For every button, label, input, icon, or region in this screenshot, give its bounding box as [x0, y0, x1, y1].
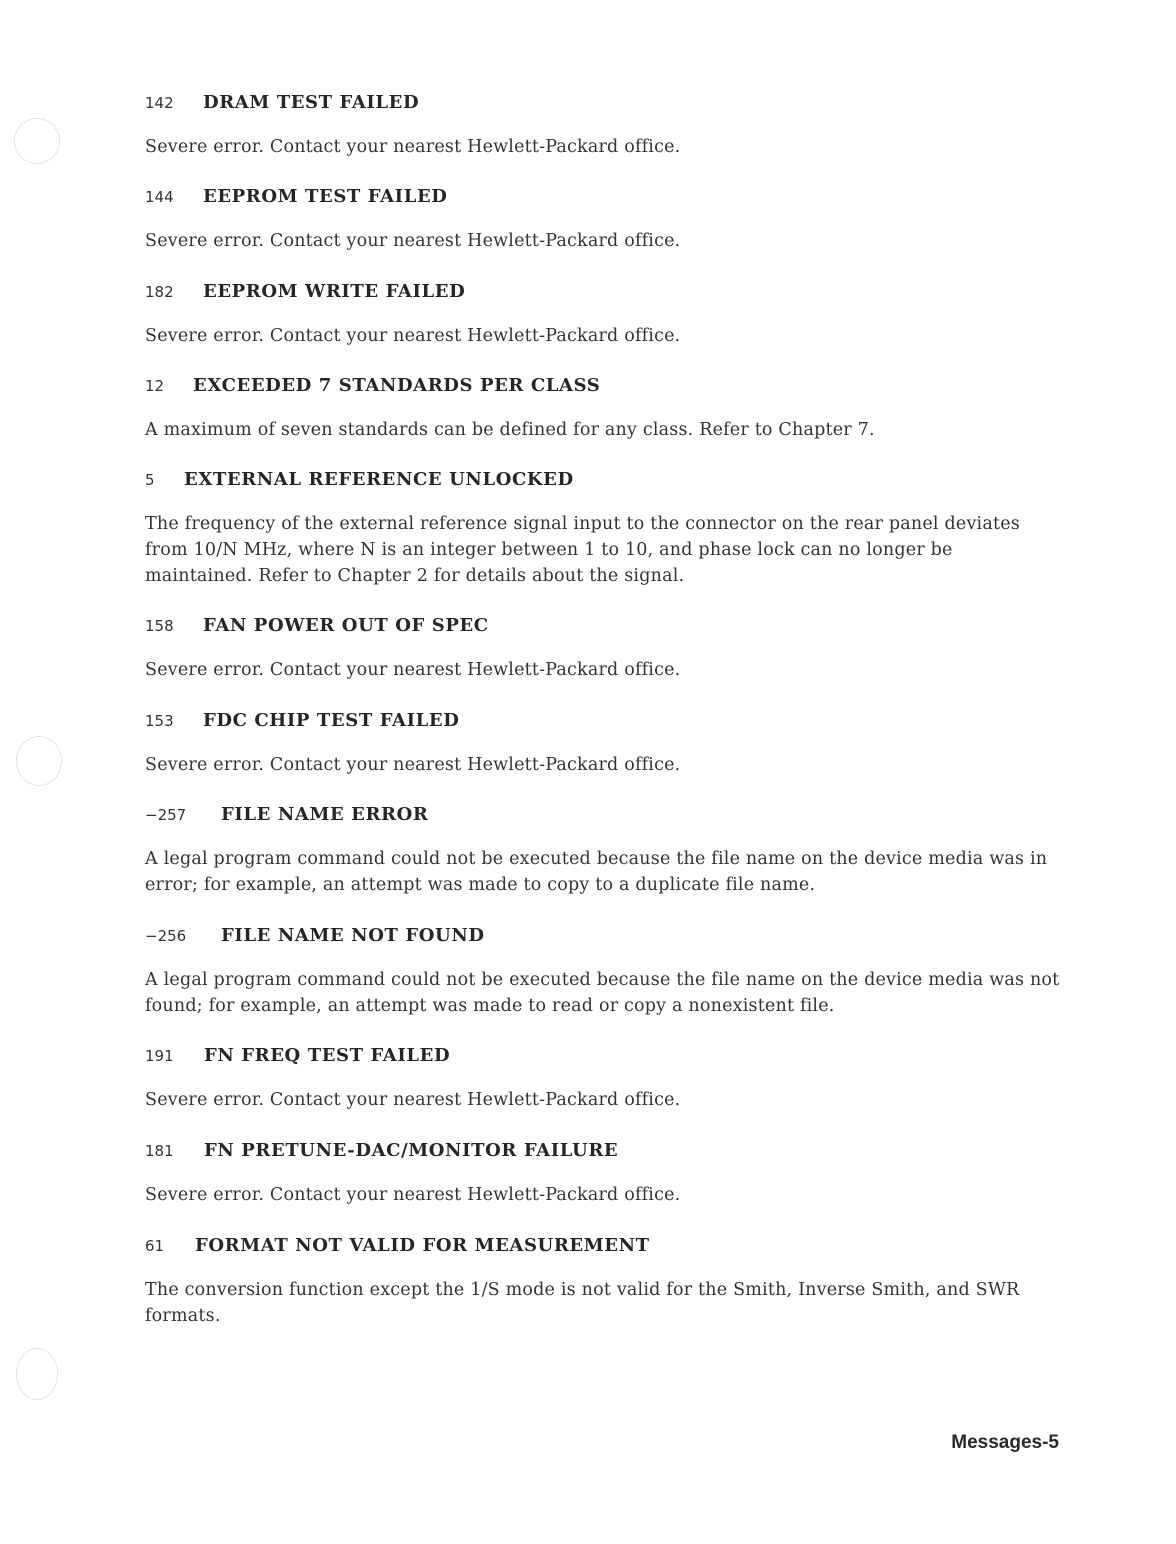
message-entry: [145, 92, 1065, 160]
message-title: FN PRETUNE-DAC/MONITOR FAILURE: [204, 1140, 619, 1161]
message-title: FAN POWER OUT OF SPEC: [203, 615, 489, 636]
message-description: Severe error. Contact your nearest Hewlett-Packard office.: [145, 326, 681, 346]
message-heading: [145, 469, 1065, 499]
message-heading: [145, 1235, 1065, 1265]
message-heading: [145, 92, 1065, 122]
message-code: 142: [145, 94, 174, 112]
message-code: 5: [145, 471, 155, 489]
message-entry: [145, 1045, 1065, 1113]
message-code: −256: [145, 927, 187, 945]
message-description: The conversion function except the 1/S mode is not valid for the Smith, Inverse Smith, and SWR formats.: [145, 1280, 1020, 1326]
punch-hole-mark: [16, 1348, 58, 1400]
message-code: 144: [145, 188, 174, 206]
message-title: FORMAT NOT VALID FOR MEASUREMENT: [195, 1235, 650, 1256]
message-title: EXCEEDED 7 STANDARDS PER CLASS: [193, 375, 601, 396]
message-title: DRAM TEST FAILED: [203, 92, 420, 113]
message-description: A maximum of seven standards can be defined for any class. Refer to Chapter 7.: [145, 420, 875, 440]
message-description: Severe error. Contact your nearest Hewlett-Packard office.: [145, 1090, 681, 1110]
message-entry: [145, 804, 1065, 898]
punch-hole-mark: [14, 118, 60, 164]
message-entry: [145, 1235, 1065, 1329]
punch-hole-mark: [16, 736, 62, 786]
message-code: −257: [145, 806, 187, 824]
message-heading: [145, 804, 1065, 834]
message-description: Severe error. Contact your nearest Hewlett-Packard office.: [145, 137, 681, 157]
message-code: 61: [145, 1237, 165, 1255]
message-description: Severe error. Contact your nearest Hewlett-Packard office.: [145, 231, 681, 251]
message-heading: [145, 281, 1065, 311]
message-code: 153: [145, 712, 174, 730]
message-code: 12: [145, 377, 165, 395]
message-description: Severe error. Contact your nearest Hewlett-Packard office.: [145, 755, 681, 775]
message-entry: [145, 710, 1065, 778]
message-title: EXTERNAL REFERENCE UNLOCKED: [184, 469, 574, 490]
message-entry: [145, 281, 1065, 349]
message-description: A legal program command could not be executed because the file name on the device media was in error; for example, an attempt was made to copy to a duplicate file name.: [145, 849, 1048, 895]
message-entry: [145, 186, 1065, 254]
message-code: 191: [145, 1047, 174, 1065]
message-heading: [145, 375, 1065, 405]
message-description: The frequency of the external reference signal input to the connector on the rear panel deviates from 10/N MHz, where N is an integer between 1 to 10, and phase lock can no longer be maintained. Refer to Chapter 2 for details about the signal.: [145, 514, 1020, 586]
message-entry: [145, 469, 1065, 589]
message-entry: [145, 1140, 1065, 1208]
message-heading: [145, 615, 1065, 645]
message-code: 181: [145, 1142, 174, 1160]
message-code: 158: [145, 617, 174, 635]
message-entry: [145, 925, 1065, 1019]
message-heading: [145, 1045, 1065, 1075]
message-heading: [145, 710, 1065, 740]
message-description: Severe error. Contact your nearest Hewlett-Packard office.: [145, 660, 681, 680]
message-heading: [145, 925, 1065, 955]
message-description: A legal program command could not be executed because the file name on the device media was not found; for example, an attempt was made to read or copy a nonexistent file.: [145, 970, 1060, 1016]
message-title: FN FREQ TEST FAILED: [204, 1045, 451, 1066]
message-title: EEPROM WRITE FAILED: [203, 281, 466, 302]
message-entry: [145, 375, 1065, 443]
page-number: Messages-5: [951, 1432, 1059, 1453]
message-code: 182: [145, 283, 174, 301]
message-title: FILE NAME NOT FOUND: [221, 925, 485, 946]
message-entry: [145, 615, 1065, 683]
message-description: Severe error. Contact your nearest Hewlett-Packard office.: [145, 1185, 681, 1205]
message-title: EEPROM TEST FAILED: [203, 186, 448, 207]
message-title: FILE NAME ERROR: [221, 804, 429, 825]
message-heading: [145, 186, 1065, 216]
message-title: FDC CHIP TEST FAILED: [203, 710, 460, 731]
message-heading: [145, 1140, 1065, 1170]
